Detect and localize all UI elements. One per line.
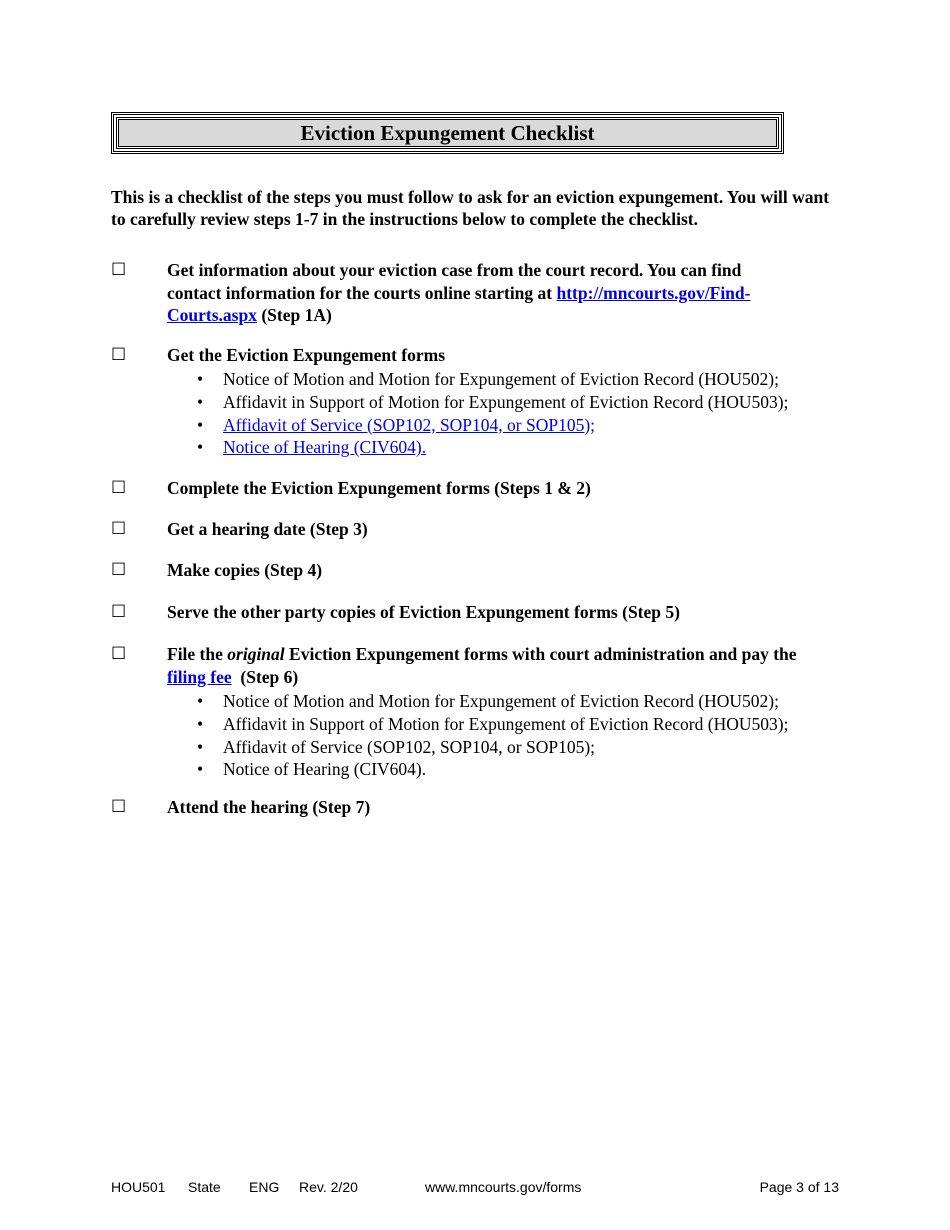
bullet-icon: • bbox=[197, 736, 204, 757]
item-2-bullet-list bbox=[197, 368, 846, 459]
footer-state: State bbox=[188, 1179, 221, 1195]
bullet-icon: • bbox=[197, 713, 204, 734]
checkbox-icon[interactable]: ☐ bbox=[111, 345, 127, 365]
item-6-text: Serve the other party copies of Eviction Expungement forms (Step 5) bbox=[167, 602, 680, 622]
item-4-text: Get a hearing date (Step 3) bbox=[167, 519, 368, 539]
checklist-item-5 bbox=[111, 559, 846, 581]
list-item: • Affidavit in Support of Motion for Expungement of Eviction Record (HOU503); bbox=[197, 391, 789, 412]
checkbox-icon[interactable]: ☐ bbox=[111, 602, 127, 622]
checkbox-icon[interactable]: ☐ bbox=[111, 478, 127, 498]
checklist-item-4 bbox=[111, 518, 846, 540]
find-courts-link-cont[interactable]: Courts.aspx bbox=[167, 305, 257, 325]
item-3-text: Complete the Eviction Expungement forms (Steps 1 & 2) bbox=[167, 478, 591, 498]
checklist-item-1 bbox=[111, 259, 846, 326]
item-1-line2: contact information for the courts online starting at bbox=[167, 283, 557, 303]
bullet-icon: • bbox=[197, 691, 204, 711]
checkbox-icon[interactable]: ☐ bbox=[111, 797, 127, 817]
item-5-text: Make copies (Step 4) bbox=[167, 560, 323, 580]
footer-page-number: Page 3 of 13 bbox=[759, 1179, 839, 1195]
footer-url[interactable]: www.mncourts.gov/forms bbox=[425, 1179, 582, 1195]
checkbox-icon[interactable]: ☐ bbox=[111, 519, 127, 539]
list-item: • Notice of Hearing (CIV604). bbox=[197, 759, 427, 780]
bullet-icon: • bbox=[197, 437, 204, 458]
item-7-italic: original bbox=[227, 644, 285, 664]
checkbox-icon[interactable]: ☐ bbox=[111, 260, 127, 280]
find-courts-link[interactable]: http://mncourts.gov/Find- bbox=[556, 283, 751, 303]
notice-of-hearing-link[interactable]: Notice of Hearing (CIV604). bbox=[223, 437, 427, 458]
list-item: • Notice of Motion and Motion for Expungement of Eviction Record (HOU502); bbox=[197, 691, 780, 711]
bullet-icon: • bbox=[197, 369, 204, 389]
checklist-item-2 bbox=[111, 344, 846, 459]
title-box bbox=[111, 112, 784, 154]
checklist-item-8 bbox=[111, 796, 846, 818]
item-7-step: (Step 6) bbox=[231, 667, 299, 687]
list-item bbox=[197, 436, 846, 459]
checkbox-icon[interactable]: ☐ bbox=[111, 644, 127, 664]
list-item: • Notice of Motion and Motion for Expungement of Eviction Record (HOU502); bbox=[197, 369, 780, 389]
item-2-text: Get the Eviction Expungement forms bbox=[167, 345, 446, 365]
list-item bbox=[197, 414, 846, 437]
item-8-text: Attend the hearing (Step 7) bbox=[167, 797, 371, 817]
item-7-bullet-list bbox=[197, 690, 846, 781]
item-7-prefix: File the bbox=[167, 644, 228, 664]
footer-form-id: HOU501 bbox=[111, 1179, 166, 1195]
item-7-rest: Eviction Expungement forms with court administration and pay the bbox=[284, 644, 797, 664]
bullet-icon: • bbox=[197, 414, 204, 435]
footer-language: ENG bbox=[249, 1179, 280, 1195]
item-1-line1: Get information about your eviction case from the court record. You can find bbox=[167, 260, 742, 280]
bullet-icon: • bbox=[197, 759, 204, 780]
affidavit-of-service-link[interactable]: Affidavit of Service (SOP102, SOP104, or SOP105); bbox=[223, 414, 596, 435]
list-item: • Affidavit of Service (SOP102, SOP104, or SOP105); bbox=[197, 736, 596, 757]
list-item: • Affidavit in Support of Motion for Expungement of Eviction Record (HOU503); bbox=[197, 713, 789, 734]
item-1-step: (Step 1A) bbox=[256, 305, 332, 325]
intro-paragraph: This is a checklist of the steps you must follow to ask for an eviction expungement. You will want to carefully review steps 1-7 in the instructions below to complete the checklist. bbox=[111, 187, 830, 229]
page-title: Eviction Expungement Checklist bbox=[118, 119, 777, 147]
checklist-item-7 bbox=[111, 643, 846, 781]
filing-fee-link[interactable]: filing fee bbox=[167, 667, 232, 687]
checklist-item-6 bbox=[111, 601, 846, 623]
footer-revision: Rev. 2/20 bbox=[299, 1179, 358, 1195]
checkbox-icon[interactable]: ☐ bbox=[111, 560, 127, 580]
page-footer bbox=[111, 1179, 839, 1199]
checklist-item-3 bbox=[111, 477, 846, 499]
bullet-icon: • bbox=[197, 391, 204, 412]
